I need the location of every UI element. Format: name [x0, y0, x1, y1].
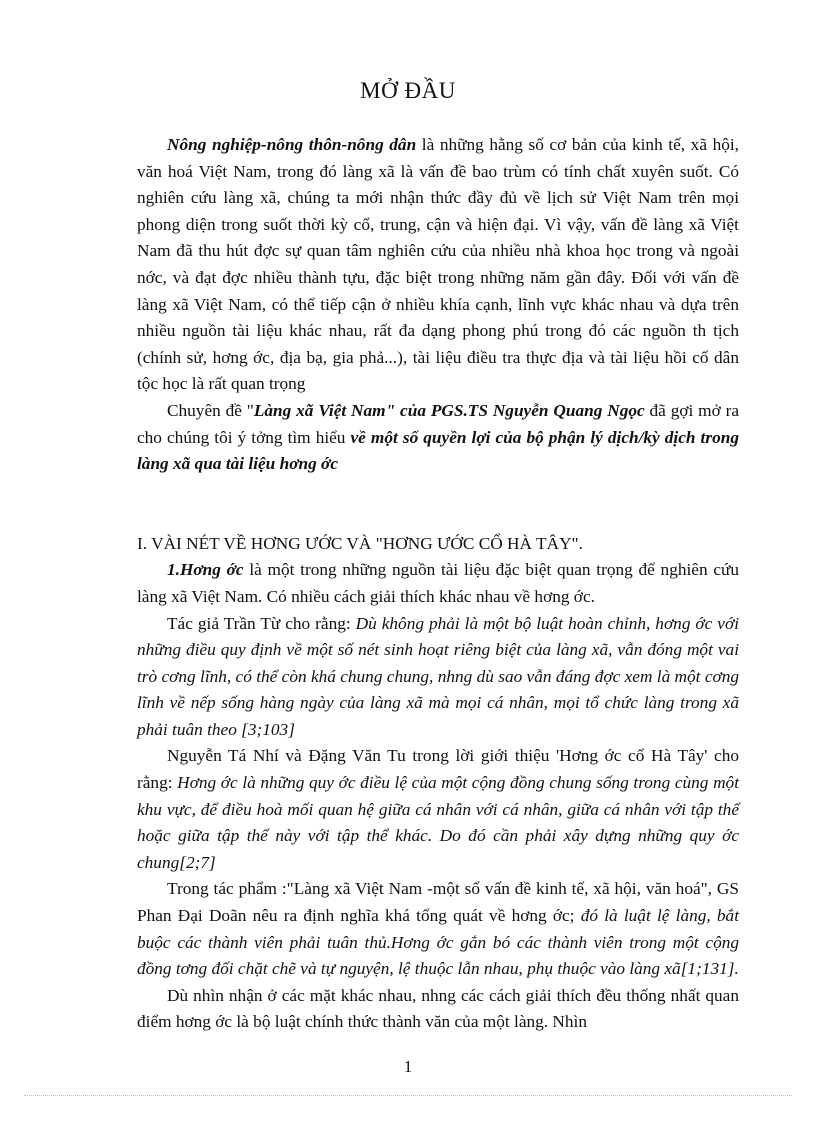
section-1-paragraph-4: Trong tác phẩm :"Làng xã Việt Nam -một số vấn đề kinh tế, xã hội, văn hoá", GS Phan Đại Doãn nêu ra định nghĩa khá tổng quát về hơng ớc; đó là luật lệ làng, bắt buộc các thành viên phải tuân thủ.Hơng ớc gắn bó các thành viên trong một cộng đồng tơng đối chặt chẽ và tự nguyện, lệ thuộc lẫn nhau, phụ thuộc vào làng xã[1;131].: [137, 879, 740, 979]
section-1-paragraph-2: Tác giả Trần Từ cho rằng: Dù không phải là một bộ luật hoàn chỉnh, hơng ớc với những điều quy định về một số nét sinh hoạt riêng biệt của làng xã, vẫn đóng một vai trò cơng lĩnh, có thể còn khá chung chung, nhng dù sao vẫn đáng đợc xem là một cơng lĩnh về nếp sống hàng ngày của làng xã mà mọi cá nhân, mọi tổ chức làng trong xã phải tuân theo [3;103]: [137, 613, 739, 739]
page-number: 1: [403, 1057, 413, 1076]
section-1-lead: 1.Hơng ớc: [167, 560, 244, 580]
topic-title: Làng xã Việt Nam" của PGS.TS Nguyễn Quang Ngọc: [253, 400, 645, 420]
section-1-paragraph-1: 1.Hơng ớc là một trong những nguồn tài liệu đặc biệt quan trọng để nghiên cứu làng xã Việt Nam. Có nhiều cách giải thích khác nhau về hơng ớc.: [137, 560, 739, 606]
quote-nguyen-ta-nhi: Hơng ớc là những quy ớc điều lệ của một cộng đồng chung sống trong cùng một khu vực, để điều hoà mối quan hệ giữa cá nhân với cá nhân, giữa cá nhân với tập thể hoặc giữa tập thể này với tập thể khác. Do đó cần phải xây dựng những quy ớc chung[2;7]: [137, 773, 740, 872]
intro-paragraph-2: Chuyên đề "Làng xã Việt Nam" của PGS.TS Nguyễn Quang Ngọc đã gợi mở ra cho chúng tôi ý tởng tìm hiểu về một số quyền lợi của bộ phận lý dịch/kỳ dịch trong làng xã qua tài liệu hơng ớc: [137, 400, 740, 474]
page-title: MỞ ĐẦU: [360, 78, 456, 103]
intro-paragraph-1: [137, 132, 739, 398]
section-1-paragraph-5: Dù nhìn nhận ở các mặt khác nhau, nhng các cách giải thích đều thống nhất quan điểm hơng ớc là bộ luật chính thức thành văn của một làng. Nhìn: [137, 985, 739, 1032]
intro-lead-phrase: Nông nghiệp-nông thôn-nông dân: [167, 135, 417, 154]
section-1-paragraph-3: Nguyễn Tá Nhí và Đặng Văn Tu trong lời giới thiệu 'Hơng ớc cổ Hà Tây' cho rằng: Hơng ớc là những quy ớc điều lệ của một cộng đồng chung sống trong cùng một khu vực, để điều hoà mối quan hệ giữa cá nhân với cá nhân, giữa cá nhân với tập thể hoặc giữa tập thể này với tập thể khác. Do đó cần phải xây dựng những quy ớc chung[2;7]: [137, 746, 740, 872]
section-1-heading: I. VÀI NÉT VỀ HƠNG ƯỚC VÀ "HƠNG ƯỚC CỔ HÀ TÂY".: [137, 533, 583, 553]
research-topic: về một số quyền lợi của bộ phận lý dịch/kỳ dịch trong làng xã qua tài liệu hơng ớc: [137, 427, 739, 474]
quote-phan-dai-doan: đó là luật lệ làng, bắt buộc các thành viên phải tuân thủ.Hơng ớc gắn bó các thành viên trong một cộng đồng tơng đối chặt chẽ và tự nguyện, lệ thuộc lẫn nhau, phụ thuộc vào làng xã[1;131].: [137, 906, 740, 979]
document-body: [137, 132, 739, 1036]
quote-tran-tu: Dù không phải là một bộ luật hoàn chỉnh, hơng ớc với những điều quy định về một số nét sinh hoạt riêng biệt của làng xã, vẫn đóng một vai trò cơng lĩnh, có thể còn khá chung chung, nhng dù sao vẫn đáng đợc xem là một cơng lĩnh về nếp sống hàng ngày của làng xã mà mọi cá nhân, mọi tổ chức làng trong xã phải tuân theo [3;103]: [137, 613, 739, 739]
page-footer-divider: [24, 1095, 792, 1096]
intro-paragraph-1-text: là những hằng số cơ bản của kinh tế, xã hội, văn hoá Việt Nam, trong đó làng xã là vấn đề bao trùm có tính chất xuyên suốt. Có nghiên cứu làng xã, chúng ta mới nhận thức đầy đủ về lịch sử Việt Nam trên mọi phong diện trong suốt thời kỳ cổ, trung, cận và hiện đại. Vì vậy, vấn đề làng xã Việt Nam đã thu hút đợc sự quan tâm nghiên cứu của nhiều nhà khoa học trong và ngoài nớc, và đạt đợc nhiều thành tựu, đặc biệt trong những năm gần đây. Đối với vấn đề làng xã Việt Nam, có thể tiếp cận ở nhiều khía cạnh, lĩnh vực khác nhau và dựa trên nhiều nguồn tài liệu khác nhau, rất đa dạng phong phú trong đó các nguồn th tịch (chính sử, hơng ớc, địa bạ, gia phả...), tài liệu điều tra thực địa và tài liệu hồi cố dân tộc học là rất quan trọng: [137, 135, 739, 394]
